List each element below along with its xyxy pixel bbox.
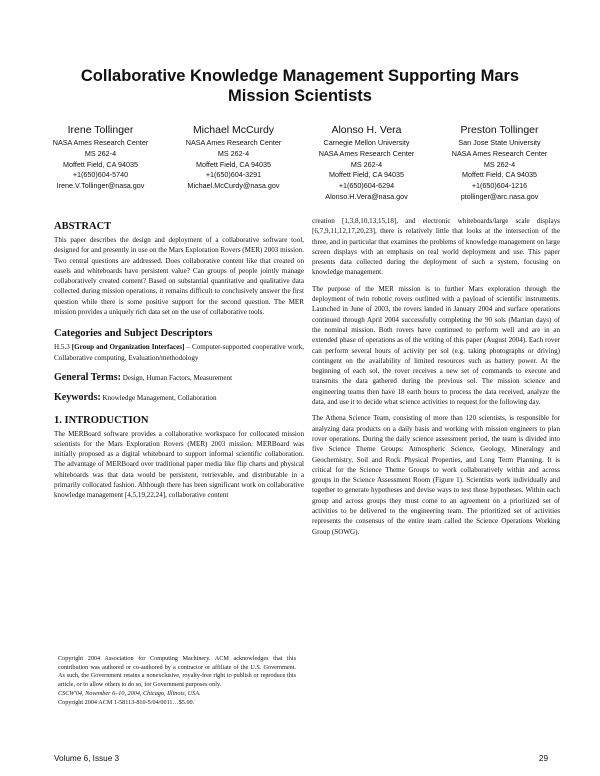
author-affiliation: San Jose State University <box>458 138 541 147</box>
author-3 <box>300 124 433 203</box>
footer-volume: Volume 6, Issue 3 <box>54 754 120 763</box>
author-mailstop: MS 262-4 <box>483 159 516 169</box>
abstract-text: This paper describes the design and deployment of a collaborative software tool, designed for and presently in use on the Mars Exploration Rovers (MER) 2003 mission. Two central questions are addressed. Does collaborative content like that created on easels and whiteboards have persistent value? Can groups of people jointly manage collaboratively created content? Based on substantial quantitative and qualitative data collected during mission operations, it remains difficult to conclusively answer the first question while there is some positive support for the second question. The MER mission provides a uniquely rich data set on the use of collaborative tools. <box>54 236 304 317</box>
keywords-text: Knowledge Management, Collaboration <box>100 394 217 403</box>
author-block <box>34 124 566 203</box>
author-phone: +1(650)604-6294 <box>338 181 395 191</box>
author-mailstop: MS 262-4 <box>350 159 383 169</box>
author-2 <box>167 124 300 203</box>
author-affiliation-2: NASA Ames Research Center <box>451 148 548 158</box>
author-name: Preston Tollinger <box>460 124 539 136</box>
left-column <box>54 220 304 507</box>
general-terms <box>54 373 304 383</box>
categories-heading: Categories and Subject Descriptors <box>54 328 213 340</box>
author-email: Michael.McCurdy@nasa.gov <box>187 181 280 191</box>
paragraph-athena-team: The Athena Science Team, consisting of more than 120 scientists, is responsible for analyzing data products on a daily basis and working with mission engineers to plan rover operations. During the daily science assessment period, the team is divided into five Science Theme Groups: Atmospheric Science, Geology, Mineralogy and Geochemistry, Soil and Rock Physical Properties, and Long Term Planning. It is critical for the Science Theme Groups to work collaboratively within and across groups in the Science Assessment Room (Figure 1). Scientists work individually and together to generate hypotheses and devise ways to test those hypotheses. Within each group and across groups they must come to an agreement on a prioritized set of activities to be delivered to the engineering team. The prioritized set of activities represents the consensus of the entire team called the Science Operations Working Group (SOWG). <box>312 414 560 536</box>
author-mailstop: MS 262-4 <box>217 148 250 158</box>
author-email: Alonso.H.Vera@nasa.gov <box>325 191 408 201</box>
conference-line: CSCW'04, November 6–10, 2004, Chicago, Illinois, USA. <box>58 689 201 697</box>
author-city: Moffett Field, CA 94035 <box>196 159 271 169</box>
categories-text <box>54 342 304 363</box>
author-phone: +1(650)604-3291 <box>205 170 262 180</box>
page-number: 29 <box>538 754 548 763</box>
categories-bold: [Group and Organization Interfaces] <box>71 343 185 352</box>
author-name: Irene Tollinger <box>67 124 134 136</box>
paper-title <box>40 66 560 106</box>
author-city: Moffett Field, CA 94035 <box>329 170 404 180</box>
general-terms-heading: General Terms: <box>54 371 121 383</box>
author-1 <box>34 124 167 203</box>
author-email: ptollinger@arc.nasa.gov <box>460 191 539 201</box>
author-mailstop: MS 262-4 <box>84 148 117 158</box>
copyright-acm: Copyright 2004 ACM 1-58113-810-5/04/0011…$5.00. <box>58 698 195 706</box>
author-affiliation: NASA Ames Research Center <box>185 138 282 147</box>
author-affiliation: NASA Ames Research Center <box>52 138 149 147</box>
intro-heading: 1. INTRODUCTION <box>54 414 149 426</box>
author-name: Michael McCurdy <box>192 124 275 136</box>
keywords <box>54 393 304 403</box>
paragraph-continuation: creation [1,3,8,10,13,15,18], and electronic whiteboards/large scale displays [6,7,9,11,12,17,20,23], there is relatively little that looks at the intersection of the three, and in particular that examines the problems of knowledge management on large screen displays with an emphasis on real world deployment and use. This paper presents data collected during the deployment of such a system, focusing on knowledge management. <box>312 217 560 277</box>
intro-text: The MERBoard software provides a collaborative workspace for collocated mission scientists for the Mars Exploration Rovers (MER) 2003 mission. MERBoard was initially proposed as a digital whiteboard to support informal scientific collaboration. The advantage of MERBoard over traditional paper media like flip charts and physical whiteboards was that data would be persistent, retrievable, and distributable in a primarily collocated fashion. Although there has been significant work on collaborative knowledge management [4,5,19,22,24], collaborative content <box>54 429 304 500</box>
author-email: Irene.V.Tollinger@nasa.gov <box>56 181 145 191</box>
keywords-heading: Keywords: <box>54 392 101 404</box>
page-footer <box>54 754 548 763</box>
author-city: Moffett Field, CA 94035 <box>63 159 138 169</box>
author-city: Moffett Field, CA 94035 <box>462 170 537 180</box>
right-column <box>312 216 560 543</box>
author-phone: +1(650)604-1216 <box>471 181 528 191</box>
categories-descriptors: – Computer-supported cooperative work, Collaborative computing, Evaluation/methodology <box>54 343 304 362</box>
title-line-1: Collaborative Knowledge Management Supporting Mars <box>80 67 520 85</box>
author-affiliation-2: NASA Ames Research Center <box>318 148 415 158</box>
author-affiliation: Carnegie Mellon University <box>323 138 410 147</box>
categories-code: H.5.3 <box>54 343 70 352</box>
abstract-heading: ABSTRACT <box>54 221 112 232</box>
general-terms-text: Design, Human Factors, Measurement <box>120 373 233 382</box>
copyright-notice: Copyright 2004 Association for Computing Machinery. ACM acknowledges that this contribution was authored or co-authored by a contractor or affiliate of the U.S. Government. As such, the Government retains a nonexclusive, royalty-free right to publish or reproduce this article, or to allow others to do so, for Government purposes only. <box>58 655 296 689</box>
title-line-2: Mission Scientists <box>228 87 372 105</box>
author-4 <box>433 124 566 203</box>
author-phone: +1(650)604-5740 <box>72 170 129 180</box>
author-name: Alonso H. Vera <box>331 124 402 136</box>
copyright-block <box>58 655 296 707</box>
paragraph-mission-purpose: The purpose of the MER mission is to further Mars exploration through the deployment of twin robotic rovers outfitted with a payload of scientific instruments. Launched in June of 2003, the rovers landed in January 2004 and surface operations continued through April 2004 successfully completing the 90 sols (Martian days) of the nominal mission. Both rovers have continued to perform well and are in an extended phase of operations as of the writing of this paper (August 2004). Each rover can perform several hours of activity per sol (e.g. taking photographs or driving) contingent on the availability of limited resources such as battery power. At the beginning of each sol, the rover receives a new set of commands to execute and transmits the data gathered during the previous sol. The mission science and engineering teams then have 18 earth hours to process the data received, analyze the data, and use it to decide what science activities to request for the following day. <box>312 284 560 407</box>
